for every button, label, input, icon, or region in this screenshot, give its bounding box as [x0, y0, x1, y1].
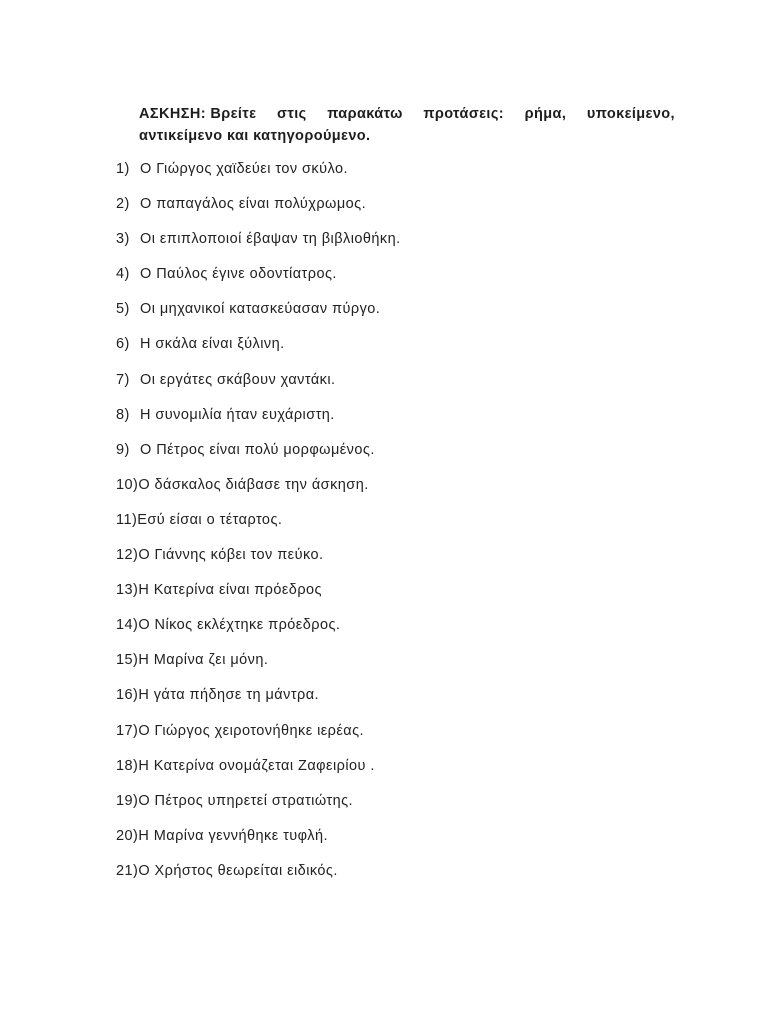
- list-item: [116, 755, 401, 790]
- list-item: [116, 509, 401, 544]
- item-number: 2): [116, 196, 130, 213]
- heading-line-2: αντικείμενο και κατηγορούμενο.: [139, 128, 371, 144]
- list-item: [116, 579, 401, 614]
- item-sentence: Ο Πέτρος είναι πολύ μορφωμένος.: [140, 441, 375, 458]
- item-sentence: Οι μηχανικοί κατασκεύασαν πύργο.: [140, 301, 381, 318]
- item-sentence: Η Κατερίνα ονομάζεται Ζαφειρίου .: [138, 757, 375, 774]
- item-sentence: Οι επιπλοποιοί έβαψαν τη βιβλιοθήκη.: [140, 231, 401, 248]
- list-item: [116, 369, 401, 404]
- item-sentence: Η Μαρίνα ζει μόνη.: [138, 652, 269, 669]
- item-sentence: Ο Νίκος εκλέχτηκε πρόεδρος.: [138, 617, 341, 634]
- list-item: [116, 684, 401, 719]
- list-item: [116, 228, 401, 263]
- item-number: 7): [116, 371, 130, 388]
- item-sentence: Εσύ είσαι ο τέταρτος.: [137, 511, 283, 528]
- heading-word: ΑΣΚΗΣΗ: Βρείτε: [139, 106, 257, 122]
- list-item: [116, 193, 401, 228]
- item-number: 6): [116, 336, 130, 353]
- heading-word: στις: [277, 106, 307, 122]
- heading-word: υποκείμενο,: [586, 106, 675, 122]
- item-sentence: Ο Γιώργος χαϊδεύει τον σκύλο.: [140, 161, 348, 177]
- list-item: [116, 614, 401, 649]
- list-item: [116, 298, 401, 333]
- item-number: 20): [116, 827, 139, 844]
- list-item: [116, 404, 401, 439]
- item-number: 18): [116, 757, 139, 774]
- item-sentence: Ο Πέτρος υπηρετεί στρατιώτης.: [138, 792, 353, 809]
- item-sentence: Η γάτα πήδησε τη μάντρα.: [138, 687, 320, 704]
- list-item: [116, 474, 401, 509]
- item-sentence: Ο Γιάννης κόβει τον πεύκο.: [138, 547, 324, 564]
- list-item: [116, 544, 401, 579]
- item-number: 19): [116, 792, 139, 809]
- heading-word: προτάσεις:: [423, 106, 505, 122]
- item-sentence: Η Μαρίνα γεννήθηκε τυφλή.: [138, 827, 328, 844]
- item-sentence: Οι εργάτες σκάβουν χαντάκι.: [140, 371, 336, 388]
- item-number: 11): [116, 511, 138, 528]
- heading-word: παρακάτω: [327, 106, 403, 122]
- item-sentence: Ο Γιώργος χειροτονήθηκε ιερέας.: [138, 722, 365, 739]
- item-sentence: Η Κατερίνα είναι πρόεδρος: [138, 582, 322, 599]
- item-number: 21): [116, 862, 139, 879]
- item-sentence: Ο δάσκαλος διάβασε την άσκηση.: [138, 476, 369, 493]
- item-number: 4): [116, 266, 130, 283]
- sentence-list: [116, 158, 401, 895]
- list-item: [116, 825, 401, 860]
- item-sentence: Η σκάλα είναι ξύλινη.: [140, 336, 285, 353]
- item-number: 1): [116, 161, 130, 177]
- item-number: 14): [116, 617, 139, 634]
- list-item: [116, 158, 401, 193]
- item-number: 17): [116, 722, 139, 739]
- list-item: [116, 720, 401, 755]
- list-item: [116, 790, 401, 825]
- item-number: 10): [116, 476, 139, 493]
- item-sentence: Ο παπαγάλος είναι πολύχρωμος.: [140, 196, 367, 213]
- list-item: [116, 439, 401, 474]
- item-number: 13): [116, 582, 139, 599]
- item-number: 12): [116, 547, 139, 564]
- list-item: [116, 333, 401, 368]
- item-sentence: Ο Παύλος έγινε οδοντίατρος.: [140, 266, 337, 283]
- item-number: 8): [116, 406, 130, 423]
- item-number: 3): [116, 231, 130, 248]
- item-sentence: Ο Χρήστος θεωρείται ειδικός.: [138, 862, 338, 879]
- list-item: [116, 860, 401, 895]
- item-sentence: Η συνομιλία ήταν ευχάριστη.: [140, 406, 335, 423]
- heading-line-1: [139, 103, 675, 125]
- item-number: 5): [116, 301, 130, 318]
- exercise-heading: [139, 103, 675, 147]
- item-number: 15): [116, 652, 139, 669]
- list-item: [116, 263, 401, 298]
- item-number: 9): [116, 441, 130, 458]
- heading-word: ρήμα,: [524, 106, 567, 122]
- item-number: 16): [116, 687, 139, 704]
- list-item: [116, 649, 401, 684]
